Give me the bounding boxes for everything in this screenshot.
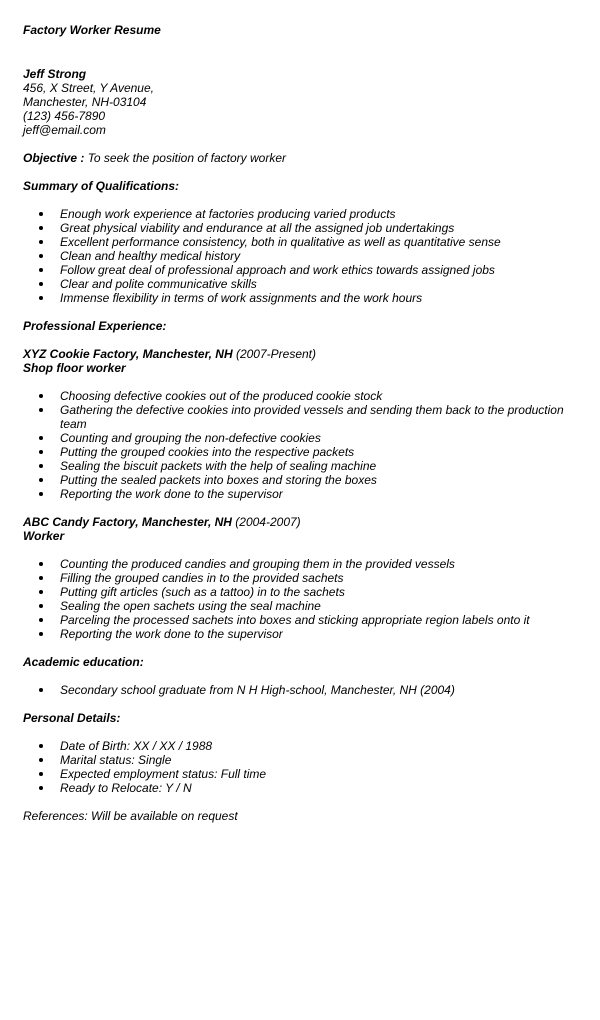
bullet-icon xyxy=(39,450,43,454)
list-item-text: Counting and grouping the non-defective cookies xyxy=(60,431,321,445)
qualifications-heading: Summary of Qualifications: xyxy=(23,179,180,193)
contact-phone: (123) 456-7890 xyxy=(23,109,106,123)
bullet-icon xyxy=(39,786,43,790)
list-item-text: Putting the grouped cookies into the respective packets xyxy=(60,445,355,459)
bullet-icon xyxy=(39,394,43,398)
list-item xyxy=(23,263,580,277)
list-item xyxy=(23,781,580,795)
list-item xyxy=(23,459,580,473)
list-item-text: Gathering the defective cookies into provided vessels and sending them back to the production team xyxy=(60,403,564,431)
job-entry-xyz xyxy=(23,347,600,375)
list-item xyxy=(23,221,580,235)
objective xyxy=(23,151,600,165)
job-employer: XYZ Cookie Factory, Manchester, NH xyxy=(23,347,233,361)
list-item xyxy=(23,207,580,221)
bullet-icon xyxy=(39,492,43,496)
list-item-text: Putting the sealed packets into boxes and storing the boxes xyxy=(60,473,377,487)
list-item xyxy=(23,389,580,403)
bullet-icon xyxy=(39,282,43,286)
bullet-icon xyxy=(39,408,43,412)
list-item-text: Date of Birth: XX / XX / 1988 xyxy=(60,739,213,753)
list-item-text: Counting the produced candies and grouping them in the provided vessels xyxy=(60,557,455,571)
list-item xyxy=(23,627,580,641)
job-duties-list xyxy=(23,389,600,501)
bullet-icon xyxy=(39,240,43,244)
bullet-icon xyxy=(39,744,43,748)
list-item-text: Clear and polite communicative skills xyxy=(60,277,257,291)
job-duties-list xyxy=(23,557,600,641)
list-item-text: Secondary school graduate from N H High-school, Manchester, NH (2004) xyxy=(60,683,455,697)
objective-label: Objective : xyxy=(23,151,85,165)
bullet-icon xyxy=(39,576,43,580)
list-item xyxy=(23,753,580,767)
bullet-icon xyxy=(39,604,43,608)
list-item-text: Enough work experience at factories producing varied products xyxy=(60,207,396,221)
list-item xyxy=(23,571,580,585)
contact-name: Jeff Strong xyxy=(23,67,87,81)
list-item xyxy=(23,613,580,627)
list-item xyxy=(23,431,580,445)
list-item-text: Immense flexibility in terms of work assignments and the work hours xyxy=(60,291,423,305)
list-item xyxy=(23,599,580,613)
job-role: Shop floor worker xyxy=(23,361,126,375)
bullet-icon xyxy=(39,478,43,482)
list-item-text: Choosing defective cookies out of the produced cookie stock xyxy=(60,389,383,403)
list-item xyxy=(23,487,580,501)
job-employer: ABC Candy Factory, Manchester, NH xyxy=(23,515,232,529)
list-item xyxy=(23,557,580,571)
list-item-text: Reporting the work done to the supervisor xyxy=(60,487,283,501)
personal-list xyxy=(23,739,600,795)
job-header xyxy=(23,515,600,529)
list-item xyxy=(23,249,580,263)
list-item xyxy=(23,473,580,487)
list-item-text: Sealing the open sachets using the seal machine xyxy=(60,599,321,613)
bullet-icon xyxy=(39,436,43,440)
bullet-icon xyxy=(39,226,43,230)
list-item-text: Sealing the biscuit packets with the help of sealing machine xyxy=(60,459,377,473)
job-period: (2007-Present) xyxy=(232,347,316,361)
bullet-icon xyxy=(39,618,43,622)
experience-heading: Professional Experience: xyxy=(23,319,167,333)
education-list xyxy=(23,683,600,697)
bullet-icon xyxy=(39,212,43,216)
objective-text: To seek the position of factory worker xyxy=(84,151,287,165)
document-title: Factory Worker Resume xyxy=(23,23,161,37)
list-item-text: Excellent performance consistency, both in qualitative as well as quantitative sense xyxy=(60,235,501,249)
bullet-icon xyxy=(39,688,43,692)
list-item xyxy=(23,291,580,305)
list-item-text: Marital status: Single xyxy=(60,753,172,767)
job-period: (2004-2007) xyxy=(231,515,301,529)
bullet-icon xyxy=(39,758,43,762)
list-item-text: Great physical viability and endurance at all the assigned job undertakings xyxy=(60,221,455,235)
list-item xyxy=(23,739,580,753)
list-item-text: Putting gift articles (such as a tattoo) in to the sachets xyxy=(60,585,345,599)
bullet-icon xyxy=(39,254,43,258)
education-heading: Academic education: xyxy=(23,655,144,669)
bullet-icon xyxy=(39,772,43,776)
job-entry-abc xyxy=(23,515,600,543)
bullet-icon xyxy=(39,562,43,566)
bullet-icon xyxy=(39,464,43,468)
list-item xyxy=(23,767,580,781)
bullet-icon xyxy=(39,590,43,594)
list-item xyxy=(23,235,580,249)
job-role: Worker xyxy=(23,529,65,543)
list-item-text: Parceling the processed sachets into boxes and sticking appropriate region labels onto it xyxy=(60,613,530,627)
list-item-text: Reporting the work done to the supervisor xyxy=(60,627,283,641)
contact-address-line2: Manchester, NH-03104 xyxy=(23,95,147,109)
bullet-icon xyxy=(39,268,43,272)
qualifications-list xyxy=(23,207,600,305)
contact-address-line1: 456, X Street, Y Avenue, xyxy=(23,81,154,95)
contact-block xyxy=(23,67,600,137)
references-note: References: Will be available on request xyxy=(23,809,238,823)
list-item-text: Filling the grouped candies in to the provided sachets xyxy=(60,571,344,585)
list-item-text: Clean and healthy medical history xyxy=(60,249,241,263)
bullet-icon xyxy=(39,296,43,300)
bullet-icon xyxy=(39,632,43,636)
list-item xyxy=(23,585,580,599)
personal-heading: Personal Details: xyxy=(23,711,121,725)
list-item-text: Expected employment status: Full time xyxy=(60,767,267,781)
list-item-text: Ready to Relocate: Y / N xyxy=(60,781,192,795)
job-header xyxy=(23,347,600,361)
list-item xyxy=(23,403,580,431)
list-item xyxy=(23,277,580,291)
list-item-text: Follow great deal of professional approach and work ethics towards assigned jobs xyxy=(60,263,495,277)
list-item xyxy=(23,683,580,697)
contact-email: jeff@email.com xyxy=(23,123,106,137)
list-item xyxy=(23,445,580,459)
